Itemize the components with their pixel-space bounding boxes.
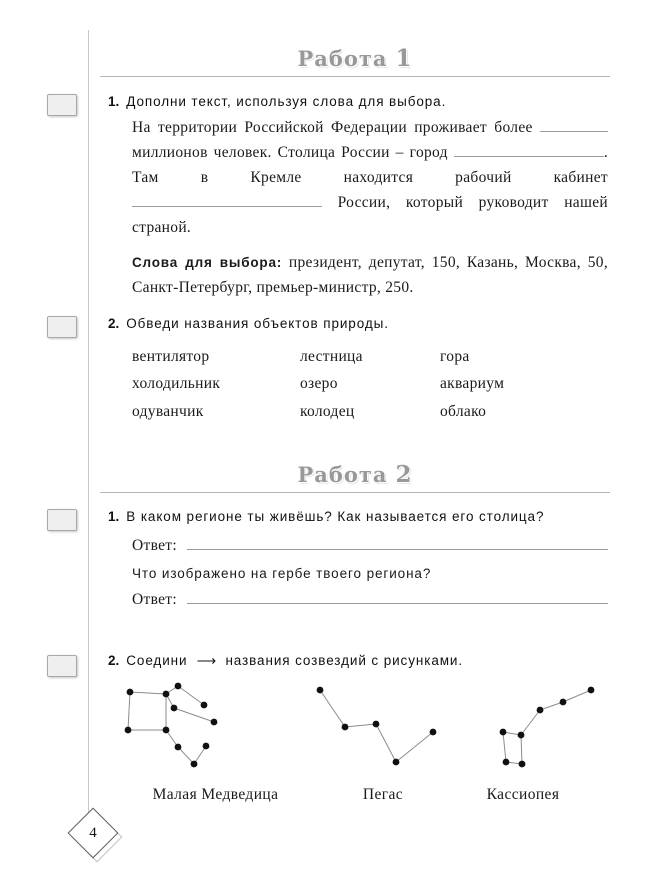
constellation-line (178, 686, 204, 705)
checkbox-marker-w1-ex1[interactable] (47, 94, 77, 116)
section-title-number: 2 (395, 461, 413, 488)
word-row (132, 398, 608, 426)
section-title-work-2 (100, 462, 610, 487)
constellation-star (127, 689, 134, 696)
constellation-star (518, 732, 525, 739)
fill-in-paragraph (132, 115, 608, 241)
constellation-star (537, 707, 544, 714)
word-row (132, 370, 608, 398)
constellation-caption-ursa-minor[interactable]: Малая Медведица (152, 786, 279, 803)
answer-input-line[interactable] (187, 536, 608, 550)
constellation-star (560, 699, 567, 706)
constellation-line (503, 732, 506, 762)
constellation-svg (108, 672, 618, 782)
blank-field-2[interactable] (454, 141, 604, 157)
constellation-star (175, 683, 182, 690)
constellation-line (396, 732, 433, 762)
constellation-star (203, 743, 210, 750)
constellation-star (430, 729, 437, 736)
section-title-number: 1 (395, 45, 413, 72)
word-bank (132, 251, 608, 301)
word-option[interactable]: холодильник (132, 375, 221, 393)
section-divider (100, 76, 610, 77)
constellation-line (521, 710, 540, 735)
word-row (132, 343, 608, 371)
constellation-star (211, 719, 218, 726)
prompt-segment-before: Соедини (126, 653, 188, 668)
word-option[interactable]: одуванчик (132, 402, 204, 420)
checkbox-marker-w1-ex2[interactable] (47, 316, 77, 338)
left-margin-rule (88, 30, 89, 815)
page-number (66, 806, 120, 860)
constellation-star (588, 687, 595, 694)
constellation-star (171, 705, 178, 712)
constellation-star (342, 724, 349, 731)
exercise-prompt (126, 651, 608, 671)
exercise-w2-1-heading (108, 507, 608, 527)
blank-field-3[interactable] (132, 191, 322, 207)
constellation-line (345, 724, 376, 727)
exercise-number: 2. (108, 653, 120, 668)
section-divider (100, 492, 610, 493)
answer-label: Ответ: (132, 590, 177, 608)
exercise-number: 1. (108, 509, 120, 524)
exercise-w1-1-heading (108, 92, 608, 112)
paragraph-segment-3: . Там в Кремле находится рабочий кабинет (132, 143, 608, 186)
paragraph-segment-2: миллионов человек. Столица России – город (132, 143, 448, 161)
constellation-star (393, 759, 400, 766)
checkbox-marker-w2-ex2[interactable] (47, 655, 77, 677)
checkbox-marker-w2-ex1[interactable] (47, 509, 77, 531)
constellation-star (125, 727, 132, 734)
section-title-word: Работа (297, 46, 388, 71)
constellation-star (519, 761, 526, 768)
constellation-line (563, 690, 591, 702)
paragraph-segment-1: На территории Российской Федерации проживает более (132, 118, 533, 136)
exercise-prompt: В каком регионе ты живёшь? Как называется его столица? (126, 509, 545, 524)
section-header-work-1 (100, 46, 610, 77)
section-title-work-1 (100, 46, 610, 71)
constellation-star (500, 729, 507, 736)
constellation-line (174, 708, 214, 722)
word-bank-label: Слова для выбора: (132, 255, 283, 271)
answer-line-1 (132, 536, 608, 555)
section-header-work-2 (100, 462, 610, 493)
constellation-line (320, 690, 345, 727)
constellation-line (521, 735, 522, 764)
section-title-word: Работа (297, 462, 388, 487)
blank-field-1[interactable] (540, 116, 608, 132)
constellation-captions (108, 786, 618, 804)
answer-label: Ответ: (132, 536, 177, 554)
constellation-star (175, 744, 182, 751)
word-option[interactable]: аквариум (440, 375, 505, 393)
answer-input-line[interactable] (187, 590, 608, 604)
prompt-segment-after: названия созвездий с рисунками. (225, 653, 463, 668)
constellation-star (163, 691, 170, 698)
page-number-text: 4 (89, 824, 97, 841)
constellation-star (201, 702, 208, 709)
constellation-star (503, 759, 510, 766)
constellation-line (376, 724, 396, 762)
word-bank-words: президент, депутат, 150, Казань, Москва, 50, Санкт-Петербург, премьер-министр, 250. (132, 254, 608, 296)
word-option[interactable]: облако (440, 402, 487, 420)
constellation-caption-pegasus[interactable]: Пегас (362, 786, 404, 803)
exercise-w2-2-heading (108, 651, 608, 671)
exercise-w1-2 (108, 314, 608, 425)
constellation-star (191, 761, 198, 768)
constellation-star (317, 687, 324, 694)
constellation-caption-cassiopeia[interactable]: Кассиопея (486, 786, 560, 803)
word-option[interactable]: вентилятор (132, 347, 210, 365)
exercise-w2-2 (108, 651, 608, 671)
arrow-icon: ⟶ (196, 653, 217, 668)
exercise-w1-2-heading (108, 314, 608, 334)
constellation-line (128, 692, 130, 730)
exercise-number: 2. (108, 316, 120, 331)
exercise-w1-1 (108, 92, 608, 301)
nature-words-grid (132, 343, 608, 426)
word-option[interactable]: лестница (300, 347, 363, 365)
exercise-w2-1 (108, 507, 608, 609)
constellation-star (163, 727, 170, 734)
constellation-line (130, 692, 166, 694)
constellation-line (540, 702, 563, 710)
word-option[interactable]: гора (440, 347, 470, 365)
exercise-number: 1. (108, 94, 120, 109)
exercise-prompt: Дополни текст, используя слова для выбора. (126, 94, 447, 109)
answer-line-2 (132, 590, 608, 609)
constellation-star (373, 721, 380, 728)
constellation-line (178, 747, 194, 764)
exercise-prompt: Обведи названия объектов природы. (126, 316, 389, 331)
sub-question: Что изображено на гербе твоего региона? (132, 565, 432, 581)
word-option[interactable]: колодец (300, 402, 355, 420)
word-option[interactable]: озеро (300, 375, 338, 393)
paragraph-segment-4: России, который руководит нашей страной. (132, 193, 608, 236)
